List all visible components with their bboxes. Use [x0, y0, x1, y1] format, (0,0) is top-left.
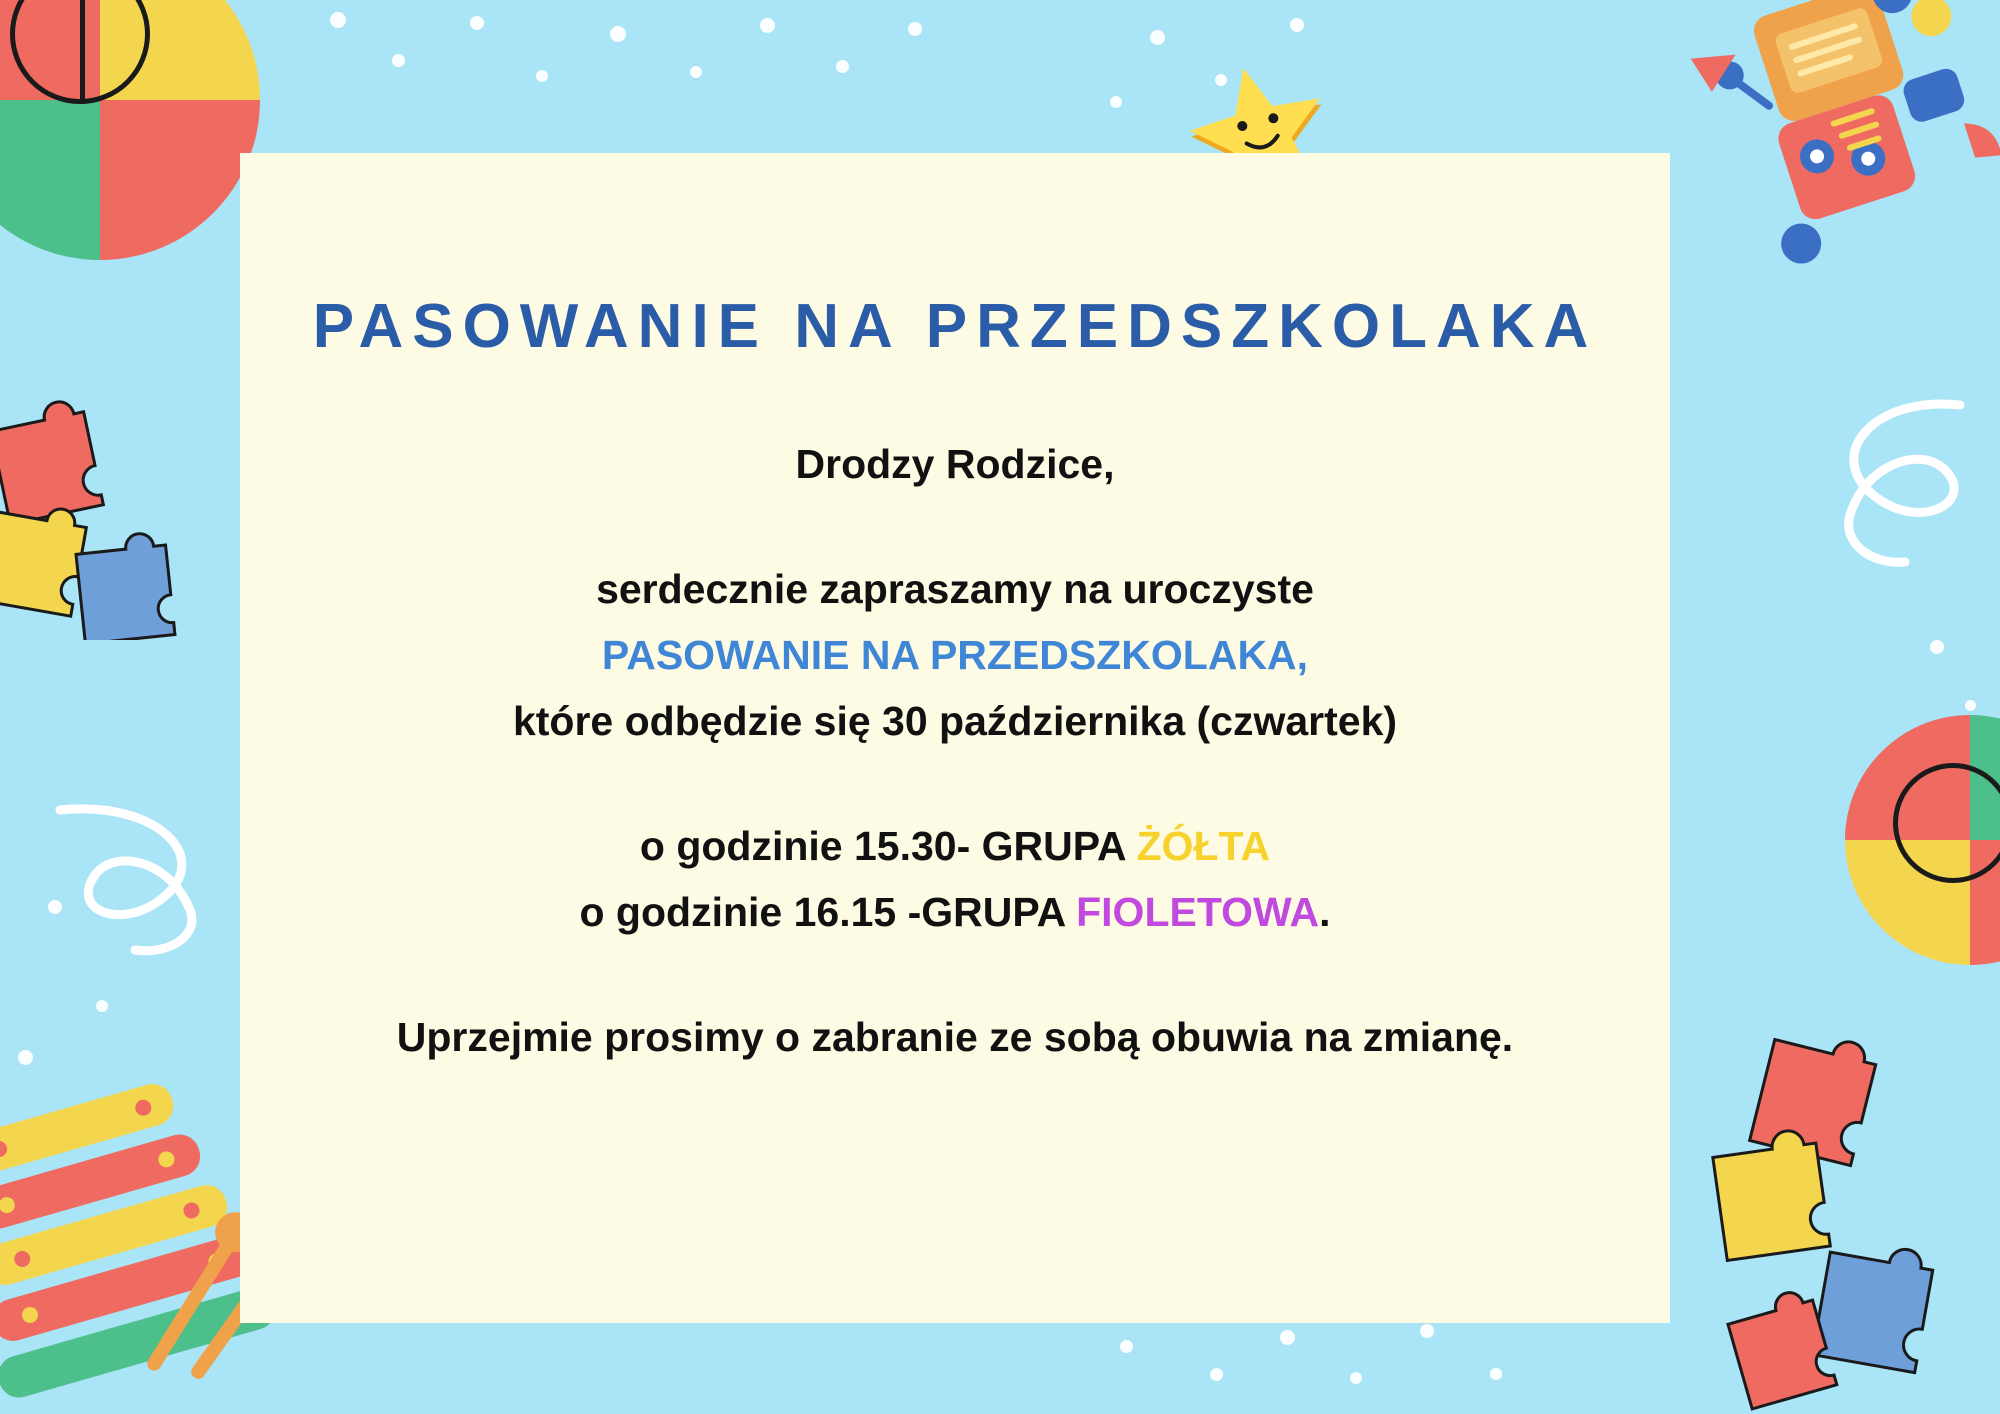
puzzle-piece-icon [1700, 1030, 2000, 1414]
event-name-suffix: , [1296, 632, 1309, 678]
robot-toy-icon [1660, 0, 2000, 280]
time-2-prefix: o godzinie 16.15 -GRUPA [579, 889, 1077, 936]
footer-note: Uprzejmie prosimy o zabranie ze sobą obuwia na zmianę. [396, 1013, 1514, 1060]
time-line-1 [310, 813, 1600, 879]
date-line: które odbędzie się 30 października (czwartek) [512, 698, 1398, 745]
announcement-body [310, 431, 1600, 1070]
beach-ball-icon [1845, 715, 2000, 965]
squiggle-line-decoration [1810, 390, 1990, 580]
time-2-suffix: . [1319, 889, 1331, 936]
page-title: PASOWANIE NA PRZEDSZKOLAKA [312, 292, 1598, 361]
beach-ball-icon [0, 0, 260, 260]
greeting-line: Drodzy Rodzice, [795, 441, 1115, 488]
event-name-line [310, 622, 1600, 688]
time-line-2 [310, 879, 1600, 945]
announcement-card [240, 153, 1670, 1323]
invitation-line: serdecznie zapraszamy na uroczyste [596, 565, 1314, 612]
time-1-prefix: o godzinie 15.30- GRUPA [639, 822, 1137, 869]
time-2-group: FIOLETOWA [1076, 889, 1320, 936]
squiggle-line-decoration [40, 790, 230, 970]
puzzle-piece-icon [0, 400, 200, 640]
event-name: PASOWANIE NA PRZEDSZKOLAKA [601, 632, 1297, 678]
time-1-group: ŻÓŁTA [1136, 822, 1271, 869]
